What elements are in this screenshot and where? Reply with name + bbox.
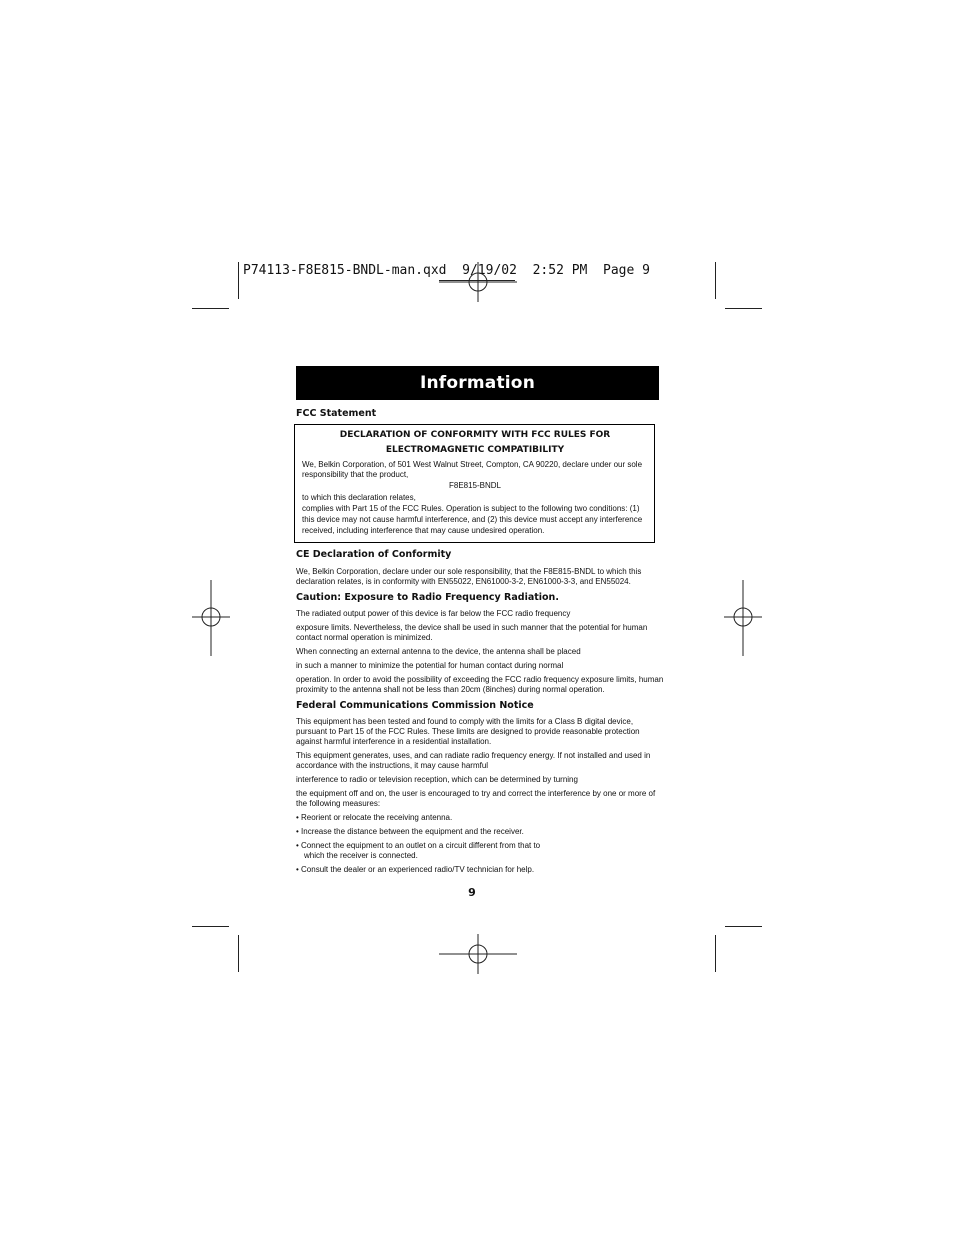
declaration-title-line2: ELECTROMAGNETIC COMPATIBILITY [385,445,565,455]
federal-paragraph-1: This equipment has been tested and found to comply with the limits for a Class B digital device, pursuant to Part 15 of the FCC Rules. These limits are designed to provide reasonable protection against harmful interference in a residential installation. [296,717,640,746]
federal-paragraph-4: the equipment off and on, the user is encouraged to try and correct the interference by one or more of the following measures: [296,789,656,808]
federal-heading: Federal Communications Commission Notice [296,700,534,711]
declaration-intro: We, Belkin Corporation, of 501 West Walnut Street, Compton, CA 90220, declare under our sole responsibility that the product, [302,460,643,479]
list-item: • Consult the dealer or an experienced radio/TV technician for help. [296,865,535,874]
federal-paragraph-3: interference to radio or television reception, which can be determined by turning [296,775,578,784]
caution-paragraph-4: in such a manner to minimize the potential for human contact during normal [296,661,564,670]
registration-mark-right-icon [724,580,762,656]
section-title-bar [296,366,659,400]
crop-mark-bottom-left-horizontal [192,926,229,927]
declaration-title-line1: DECLARATION OF CONFORMITY WITH FCC RULES FOR [339,430,611,440]
declaration-relates: to which this declaration relates, [302,493,416,502]
list-item-continuation: which the receiver is connected. [304,851,418,860]
caution-paragraph-2: exposure limits. Nevertheless, the device shall be used in such manner that the potential for human contact normal operation is minimized. [296,623,648,642]
page-title: Information [419,373,535,393]
list-item [296,841,664,861]
crop-mark-top-left-horizontal [192,308,229,309]
crop-mark-top-left-vertical [238,262,239,299]
list-item: • Reorient or relocate the receiving antenna. [296,813,453,822]
registration-mark-bottom-icon [439,934,517,974]
slug-line: P74113-F8E815-BNDL-man.qxd 9/19/02 2:52 PM Page 9 [243,263,650,278]
registration-mark-top-icon [439,262,517,302]
crop-mark-bottom-left-vertical [238,935,239,972]
declaration-box [294,424,655,543]
caution-paragraph-3: When connecting an external antenna to the device, the antenna shall be placed [296,647,581,656]
list-item-line: • Connect the equipment to an outlet on a circuit different from that to [296,841,541,850]
crop-mark-bottom-right-horizontal [725,926,762,927]
caution-paragraph-5: operation. In order to avoid the possibility of exceeding the FCC radio frequency exposure limits, human proximity to the antenna shall not be less than 20cm (8inches) during normal operation. [296,675,664,694]
declaration-complies: complies with Part 15 of the FCC Rules. Operation is subject to the following two conditions: (1) this device may not cause harmful interference, and (2) this device must accept any interference received, including interference that may cause undesired operation. [302,504,643,535]
ce-heading: CE Declaration of Conformity [296,549,452,560]
declaration-title [302,428,648,458]
caution-paragraph-1: The radiated output power of this device is far below the FCC radio frequency [296,609,571,618]
list-item: • Increase the distance between the equipment and the receiver. [296,827,524,836]
crop-mark-top-right-vertical [715,262,716,299]
registration-mark-left-icon [192,580,230,656]
ce-text: We, Belkin Corporation, declare under our sole responsibility, that the F8E815-BNDL to which this declaration relates, is in conformity with EN55022, EN61000-3-2, EN61000-3-3, and EN55024. [296,567,642,586]
caution-heading: Caution: Exposure to Radio Frequency Radiation. [296,592,559,603]
crop-mark-bottom-right-vertical [715,935,716,972]
page-number: 9 [468,886,476,899]
fcc-statement-heading: FCC Statement [296,408,377,419]
main-content [296,408,664,879]
crop-mark-top-right-horizontal [725,308,762,309]
federal-paragraph-2: This equipment generates, uses, and can radiate radio frequency energy. If not installed and used in accordance with the instructions, it may cause harmful [296,751,651,770]
declaration-product: F8E815-BNDL [448,481,502,490]
